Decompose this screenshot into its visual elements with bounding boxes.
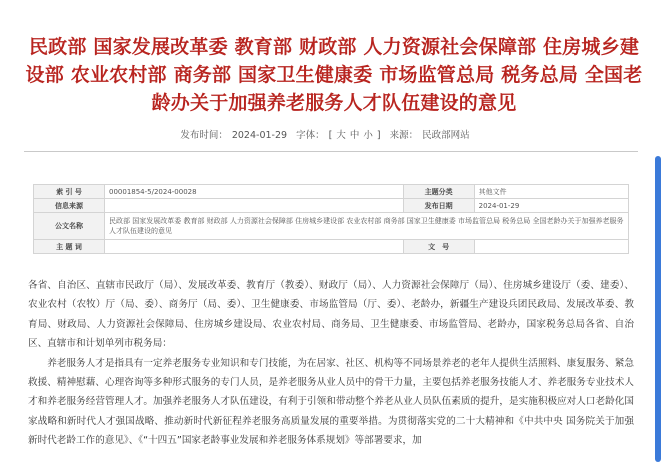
title-divider [24,151,638,152]
subject-label: 主 题 词 [34,240,105,254]
subject-value [105,240,404,254]
topic-value: 其他文件 [474,185,628,199]
date-value: 2024-01-29 [474,199,628,213]
article-title: 民政部 国家发展改革委 教育部 财政部 人力资源社会保障部 住房城乡建设部 农业农村部 商务部 国家卫生健康委 市场监管总局 税务总局 全国老龄办关于加强养老服务人才队伍建设的意见 [25,36,643,114]
document-info-table [33,184,629,254]
recipients-paragraph: 各省、自治区、直辖市民政厅（局）、发展改革委、教育厅（教委）、财政厅（局）、人力资源社会保障厅（局）、住房城乡建设厅（委、建委）、农业农村（农牧）厅（局、委）、商务厅（局、委）、卫生健康委、市场监管局（厅、委）、老龄办，新疆生产建设兵团民政局、发展改革委、教育局、财政局、人力资源社会保障局、住房城乡建设局、农业农村局、商务局、卫生健康委、市场监管局、老龄办，国家税务总局各省、自治区、直辖市和计划单列市税务局： [28,280,634,350]
table-row [34,240,629,254]
issuer-value: 民政部 国家发展改革委 教育部 财政部 人力资源社会保障部 住房城乡建设部 农业农村部 商务部 国家卫生健康委 市场监管总局 税务总局 全国老龄办关于加强养老服务人才队伍建设的意见 [105,213,629,240]
source-value: 民政部网站 [422,130,470,141]
bracket-open: [ [328,130,333,141]
font-size-switch [294,130,383,141]
index-label: 索 引 号 [34,185,105,199]
category-label: 信息来源 [34,199,105,213]
topic-label: 主题分类 [403,185,474,199]
doc-no-label: 文 号 [403,240,474,254]
category-value [105,199,404,213]
table-row [34,185,629,199]
date-label: 发布日期 [403,199,474,213]
font-size-small-link[interactable]: 小 [363,130,373,141]
font-label: 字体： [296,130,325,141]
source-label: 来源： [389,130,419,141]
index-value: 00001854-5/2024-00028 [105,185,404,199]
issuer-label: 公文名称 [34,213,105,240]
publish-label: 发布时间： [180,130,228,141]
table-row [34,213,629,240]
body-paragraph: 养老服务人才是指具有一定养老服务专业知识和专门技能，为在居家、社区、机构等不同场景养老的老年人提供生活照料、康复服务、紧急救援、精神慰藉、心理咨询等多种形式服务的专门人员，是养老服务从业人员中的骨干力量，主要包括养老服务技能人才、养老服务专业技术人才和养老服务经营管理人才。加强养老服务人才队伍建设，有利于引领和带动整个养老从业人员队伍素质的提升，是实施积极应对人口老龄化国家战略和新时代人才强国战略、推动新时代新征程养老服务高质量发展的重要举措。为贯彻落实党的二十大精神和《中共中央 国务院关于加强新时代老龄工作的意见》、《“十四五”国家老龄事业发展和养老服务体系规划》等部署要求，加 [28,357,634,447]
article-body [28,276,634,451]
scrollbar-track[interactable] [650,0,667,462]
table-row [34,199,629,213]
bracket-close: ] [376,130,381,141]
doc-no-value [474,240,628,254]
font-size-medium-link[interactable]: 中 [349,130,360,141]
scrollbar-thumb[interactable] [655,156,661,462]
article-meta [0,129,650,143]
publish-date: 2024-01-29 [231,130,288,141]
font-size-large-link[interactable]: 大 [336,130,346,141]
